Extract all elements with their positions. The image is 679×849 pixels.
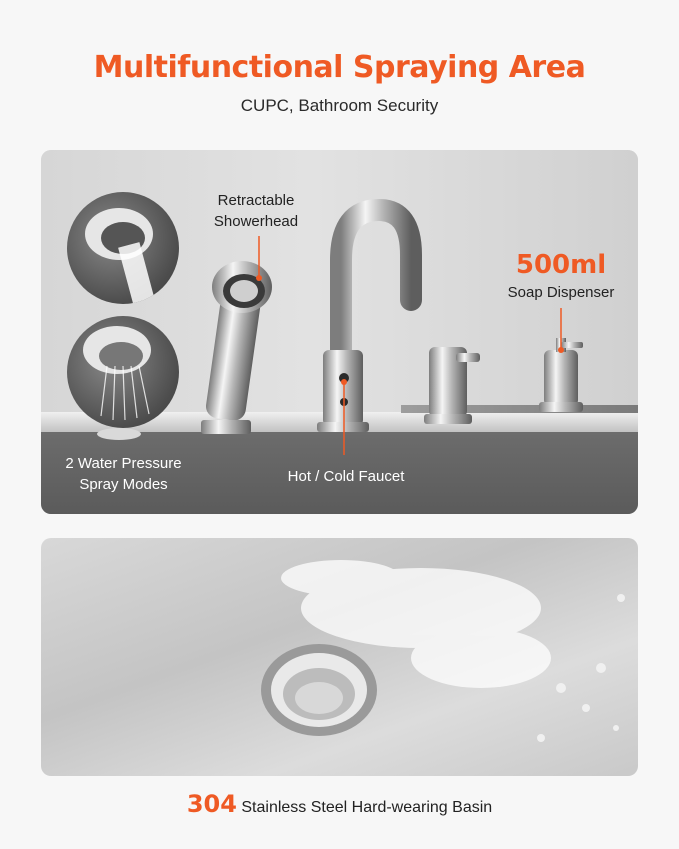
page-title: Multifunctional Spraying Area [93, 50, 586, 85]
soap-dispenser-label: Soap Dispenser [507, 284, 615, 301]
faucet-pointer-dot [341, 379, 347, 385]
faucet-set-photo [41, 150, 638, 514]
steel-grade: 304 [186, 790, 237, 818]
basin-caption-text: Stainless Steel Hard-wearing Basin [236, 799, 493, 816]
deck-hole [97, 428, 141, 440]
showerhead-pointer-dot [256, 275, 262, 281]
showerhead-label: Retractable Showerhead [213, 192, 299, 230]
mixing-handle [424, 347, 480, 424]
shower-spray-icon [67, 316, 179, 428]
spray-mode-detail-stream [67, 192, 179, 304]
soap-pointer-dot [558, 347, 564, 353]
spray-mode-detail-shower [67, 316, 179, 428]
faucet-label: Hot / Cold Faucet [287, 468, 405, 485]
gooseneck-spout [317, 210, 411, 432]
water-droplets [537, 594, 625, 742]
drain-strainer [261, 644, 377, 736]
page-subtitle: CUPC, Bathroom Security [240, 96, 439, 115]
basin-photo [41, 538, 638, 776]
spray-modes-label: 2 Water Pressure Spray Modes [65, 455, 182, 493]
basin-caption [0, 790, 679, 818]
basin-illustration [41, 538, 638, 776]
stream-spray-icon [67, 192, 179, 304]
soap-capacity: 500ml [515, 250, 607, 280]
showerhead-wand [201, 261, 272, 434]
